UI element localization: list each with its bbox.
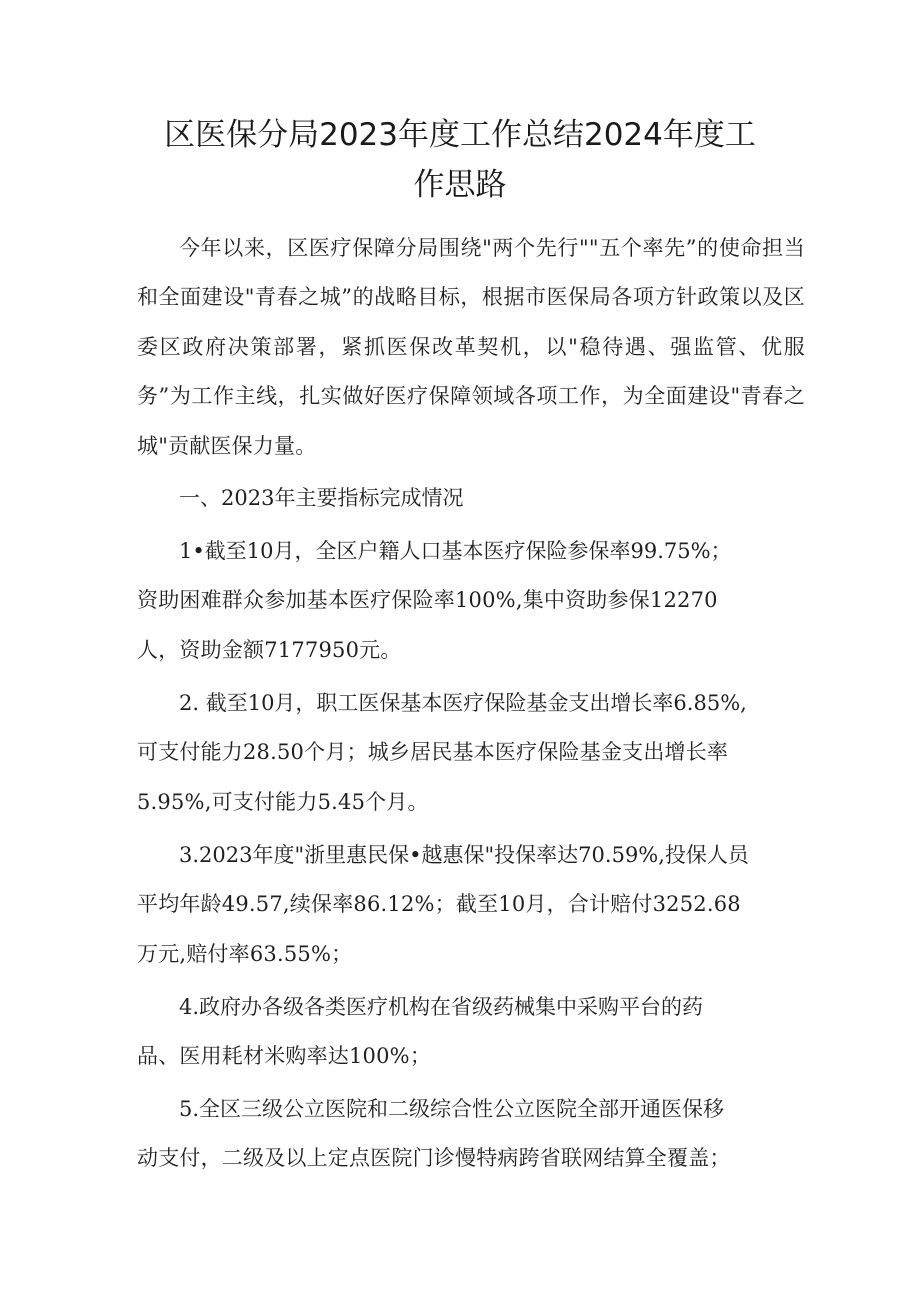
intro-paragraph: 今年以来，区医疗保障分局围绕"两个先行""五个率先”的使命担当和全面建设"青春之城”的战略目标，根据市医保局各项方针政策以及区委区政府决策部署，紧抓医保改革契机，以"稳待遇、强监管、优服务”为工作主线，扎实做好医疗保障领域各项工作，为全面建设"青春之城"贡献医保力量。 bbox=[137, 236, 805, 458]
indicator-item-3 bbox=[137, 831, 805, 979]
indicator-1-line-1: 1•截至10月，全区户籍人口基本医疗保险参保率99.75%； bbox=[179, 539, 732, 563]
indicator-3-line-3: 万元,赔付率63.55%； bbox=[137, 941, 353, 966]
indicator-item-5 bbox=[137, 1085, 805, 1184]
indicator-1-line-2: 资助困难群众参加基本医疗保险率100%,集中资助参保12270 bbox=[137, 588, 718, 613]
indicator-1-line-3: 人，资助金额7177950元。 bbox=[137, 637, 402, 662]
document-title-line-1: 区医保分局2023年度工作总结2024年度工 bbox=[164, 117, 756, 153]
intro-section bbox=[137, 224, 805, 471]
indicator-4-line-2: 品、医用耗材米购率达100%； bbox=[137, 1044, 432, 1069]
indicator-2-line-2: 可支付能力28.50个月；城乡居民基本医疗保险基金支出增长率 bbox=[137, 740, 729, 765]
section-heading-wrap bbox=[137, 474, 805, 523]
indicator-3-line-1: 3.2023年度"浙里惠民保•越惠保"投保率达70.59%,投保人员 bbox=[179, 843, 749, 867]
indicator-4-line-1: 4.政府办各级各类医疗机构在省级药械集中采购平台的药 bbox=[179, 995, 704, 1019]
section-heading-1: 一、2023年主要指标完成情况 bbox=[179, 486, 464, 510]
indicator-5-line-2: 动支付，二级及以上定点医院门诊慢特病跨省联网结算全覆盖； bbox=[137, 1146, 731, 1171]
indicator-5-line-1: 5.全区三级公立医院和二级综合性公立医院全部开通医保移 bbox=[179, 1097, 725, 1121]
indicator-3-line-2: 平均年龄49.57,续保率86.12%；截至10月，合计赔付3252.68 bbox=[137, 892, 741, 917]
document-title-line-2: 作思路 bbox=[413, 167, 507, 203]
indicator-2-line-1: 2. 截至10月，职工医保基本医疗保险基金支出增长率6.85%, bbox=[179, 691, 747, 715]
indicator-item-2 bbox=[137, 679, 805, 827]
indicator-item-1 bbox=[137, 527, 805, 675]
indicator-item-4 bbox=[137, 983, 805, 1082]
indicator-2-line-3: 5.95%,可支付能力5.45个月。 bbox=[137, 789, 429, 814]
